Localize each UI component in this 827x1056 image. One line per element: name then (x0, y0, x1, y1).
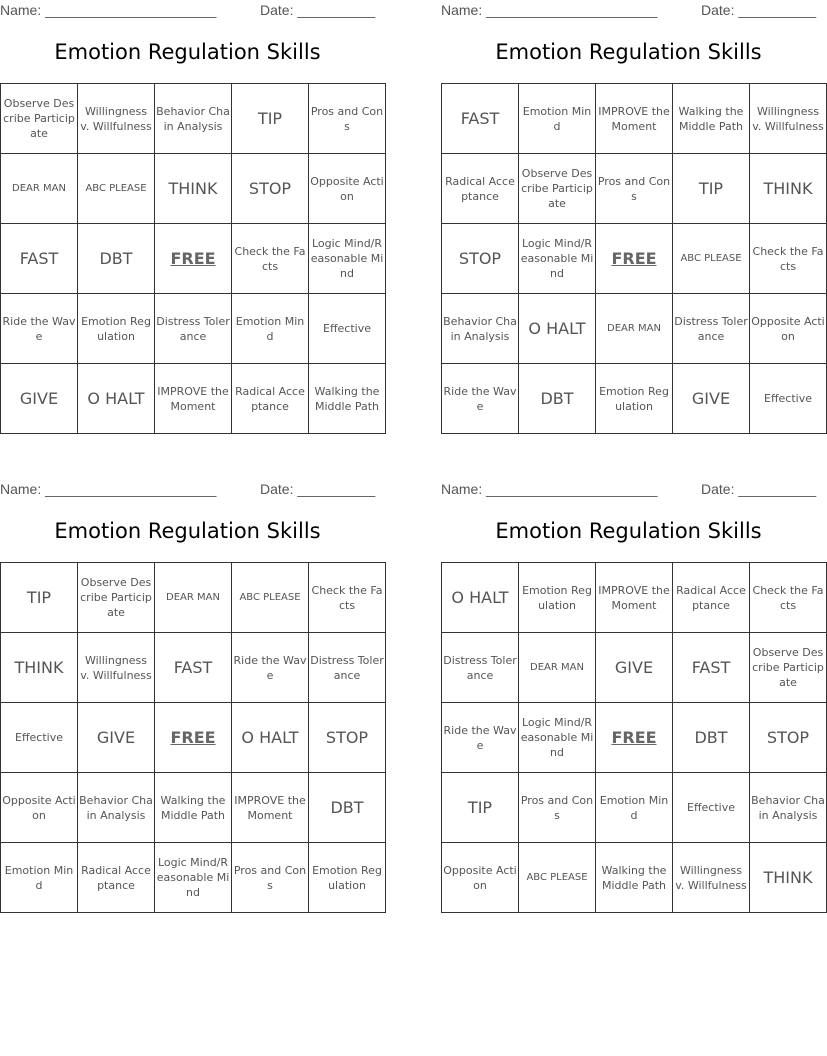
bingo-cell[interactable]: FAST (1, 224, 78, 294)
bingo-cell[interactable]: Effective (1, 703, 78, 773)
bingo-cell[interactable]: THINK (1, 633, 78, 703)
bingo-cell[interactable]: Radical Acceptance (78, 843, 155, 913)
date-field-label: Date: __________ (260, 481, 376, 497)
bingo-cell[interactable]: DBT (519, 364, 596, 434)
bingo-cell[interactable]: Distress Tolerance (442, 633, 519, 703)
grid-row (1, 154, 386, 224)
bingo-cell[interactable]: Walking the Middle Path (673, 84, 750, 154)
bingo-cell[interactable]: Willingness v. Willfulness (750, 84, 827, 154)
bingo-cell[interactable]: Logic Mind/Reasonable Mind (519, 224, 596, 294)
bingo-cell[interactable]: Effective (673, 773, 750, 843)
bingo-cell[interactable]: Emotion Mind (232, 294, 309, 364)
bingo-cell[interactable]: Pros and Cons (309, 84, 386, 154)
bingo-cell[interactable]: Radical Acceptance (232, 364, 309, 434)
bingo-cell[interactable]: DBT (673, 703, 750, 773)
bingo-cell[interactable]: Opposite Action (309, 154, 386, 224)
bingo-cell[interactable]: O HALT (232, 703, 309, 773)
bingo-cell[interactable]: TIP (442, 773, 519, 843)
grid-row (1, 633, 386, 703)
card-title: Emotion Regulation Skills (495, 519, 762, 543)
free-space-cell[interactable]: FREE (155, 224, 232, 294)
bingo-cell[interactable]: FAST (673, 633, 750, 703)
bingo-cell[interactable]: GIVE (673, 364, 750, 434)
bingo-cell[interactable]: IMPROVE the Moment (155, 364, 232, 434)
bingo-cell[interactable]: Ride the Wave (442, 703, 519, 773)
grid-row (442, 773, 827, 843)
bingo-cell[interactable]: DBT (309, 773, 386, 843)
bingo-cell[interactable]: Distress Tolerance (309, 633, 386, 703)
bingo-grid (441, 562, 827, 913)
grid-row (442, 633, 827, 703)
name-date-row (441, 481, 817, 499)
grid-row (442, 84, 827, 154)
bingo-cell[interactable]: Check the Facts (750, 224, 827, 294)
bingo-cell[interactable]: THINK (750, 843, 827, 913)
bingo-cell[interactable]: Radical Acceptance (442, 154, 519, 224)
bingo-cell[interactable]: IMPROVE the Moment (596, 84, 673, 154)
bingo-cell[interactable]: Pros and Cons (232, 843, 309, 913)
bingo-cell[interactable]: Logic Mind/Reasonable Mind (155, 843, 232, 913)
bingo-cell[interactable]: Distress Tolerance (673, 294, 750, 364)
free-space-cell[interactable]: FREE (596, 703, 673, 773)
bingo-cell[interactable]: Opposite Action (750, 294, 827, 364)
bingo-cell[interactable]: Observe Describe Participate (78, 563, 155, 633)
bingo-cell[interactable]: Effective (309, 294, 386, 364)
grid-row (1, 703, 386, 773)
bingo-cell[interactable]: Ride the Wave (1, 294, 78, 364)
date-field-label: Date: __________ (701, 481, 817, 497)
bingo-cell[interactable]: TIP (232, 84, 309, 154)
card-title: Emotion Regulation Skills (54, 40, 321, 64)
bingo-cell[interactable]: Behavior Chain Analysis (750, 773, 827, 843)
bingo-cell[interactable]: DEAR MAN (155, 563, 232, 633)
bingo-cell[interactable]: Ride the Wave (442, 364, 519, 434)
bingo-cell[interactable]: ABC PLEASE (673, 224, 750, 294)
grid-row (442, 703, 827, 773)
bingo-cell[interactable]: Observe Describe Participate (1, 84, 78, 154)
bingo-cell[interactable]: IMPROVE the Moment (596, 563, 673, 633)
name-field-label: Name: ______________________ (0, 2, 217, 18)
bingo-cell[interactable]: Effective (750, 364, 827, 434)
date-field-label: Date: __________ (701, 2, 817, 18)
bingo-cell[interactable]: Emotion Regulation (78, 294, 155, 364)
bingo-cell[interactable]: DEAR MAN (519, 633, 596, 703)
bingo-cell[interactable]: Radical Acceptance (673, 563, 750, 633)
bingo-cell[interactable]: Emotion Regulation (309, 843, 386, 913)
bingo-grid (441, 83, 827, 434)
bingo-cell[interactable]: Willingness v. Willfulness (78, 633, 155, 703)
bingo-cell[interactable]: Pros and Cons (519, 773, 596, 843)
bingo-cell[interactable]: THINK (750, 154, 827, 224)
bingo-cell[interactable]: Opposite Action (1, 773, 78, 843)
bingo-cell[interactable]: DEAR MAN (596, 294, 673, 364)
bingo-cell[interactable]: GIVE (78, 703, 155, 773)
bingo-cell[interactable]: Pros and Cons (596, 154, 673, 224)
bingo-cell[interactable]: Behavior Chain Analysis (442, 294, 519, 364)
bingo-cell[interactable]: STOP (232, 154, 309, 224)
grid-row (442, 294, 827, 364)
bingo-cell[interactable]: TIP (1, 563, 78, 633)
bingo-cell[interactable]: Check the Facts (309, 563, 386, 633)
card-title: Emotion Regulation Skills (495, 40, 762, 64)
bingo-cell[interactable]: DEAR MAN (1, 154, 78, 224)
name-date-row (0, 481, 376, 499)
bingo-cell[interactable]: Willingness v. Willfulness (673, 843, 750, 913)
bingo-cell[interactable]: Observe Describe Participate (750, 633, 827, 703)
bingo-cell[interactable]: Walking the Middle Path (309, 364, 386, 434)
grid-row (1, 84, 386, 154)
bingo-cell[interactable]: STOP (442, 224, 519, 294)
name-date-row (441, 2, 817, 20)
grid-row (1, 843, 386, 913)
bingo-cell[interactable]: Distress Tolerance (155, 294, 232, 364)
bingo-cell[interactable]: THINK (155, 154, 232, 224)
grid-row (1, 364, 386, 434)
bingo-cell[interactable]: O HALT (442, 563, 519, 633)
bingo-cell[interactable]: Emotion Regulation (519, 563, 596, 633)
bingo-cell[interactable]: ABC PLEASE (519, 843, 596, 913)
bingo-cell[interactable]: Check the Facts (232, 224, 309, 294)
grid-row (1, 773, 386, 843)
bingo-cell[interactable]: Ride the Wave (232, 633, 309, 703)
grid-row (1, 563, 386, 633)
bingo-cell[interactable]: Walking the Middle Path (155, 773, 232, 843)
bingo-cell[interactable]: ABC PLEASE (232, 563, 309, 633)
bingo-cell[interactable]: Emotion Mind (1, 843, 78, 913)
bingo-cell[interactable]: Behavior Chain Analysis (155, 84, 232, 154)
bingo-card-3 (0, 479, 384, 911)
bingo-cell[interactable]: Logic Mind/Reasonable Mind (519, 703, 596, 773)
bingo-card-4 (441, 479, 825, 911)
bingo-cell[interactable]: Check the Facts (750, 563, 827, 633)
bingo-cell[interactable]: FAST (155, 633, 232, 703)
bingo-cell[interactable]: IMPROVE the Moment (232, 773, 309, 843)
grid-row (442, 154, 827, 224)
bingo-cell[interactable]: STOP (309, 703, 386, 773)
grid-row (1, 294, 386, 364)
name-field-label: Name: ______________________ (441, 481, 658, 497)
bingo-cell[interactable]: GIVE (596, 633, 673, 703)
grid-row (442, 364, 827, 434)
bingo-cell[interactable]: O HALT (78, 364, 155, 434)
bingo-cell[interactable]: Opposite Action (442, 843, 519, 913)
grid-row (1, 224, 386, 294)
bingo-cell[interactable]: STOP (750, 703, 827, 773)
bingo-cell[interactable]: O HALT (519, 294, 596, 364)
bingo-cell[interactable]: Walking the Middle Path (596, 843, 673, 913)
bingo-cell[interactable]: Willingness v. Willfulness (78, 84, 155, 154)
bingo-cell[interactable]: DBT (78, 224, 155, 294)
grid-row (442, 843, 827, 913)
bingo-cell[interactable]: Emotion Regulation (596, 364, 673, 434)
grid-row (442, 563, 827, 633)
name-date-row (0, 2, 376, 20)
bingo-grid (0, 83, 386, 434)
bingo-cell[interactable]: GIVE (1, 364, 78, 434)
free-space-cell[interactable]: FREE (155, 703, 232, 773)
bingo-cell[interactable]: FAST (442, 84, 519, 154)
date-field-label: Date: __________ (260, 2, 376, 18)
bingo-card-2 (441, 0, 825, 432)
bingo-cell[interactable]: Emotion Mind (596, 773, 673, 843)
bingo-cell[interactable]: Emotion Mind (519, 84, 596, 154)
bingo-card-1 (0, 0, 384, 432)
bingo-cell[interactable]: Logic Mind/Reasonable Mind (309, 224, 386, 294)
free-space-cell[interactable]: FREE (596, 224, 673, 294)
name-field-label: Name: ______________________ (441, 2, 658, 18)
bingo-cell[interactable]: TIP (673, 154, 750, 224)
bingo-cell[interactable]: Behavior Chain Analysis (78, 773, 155, 843)
bingo-cell[interactable]: Observe Describe Participate (519, 154, 596, 224)
card-title: Emotion Regulation Skills (54, 519, 321, 543)
name-field-label: Name: ______________________ (0, 481, 217, 497)
bingo-grid (0, 562, 386, 913)
bingo-cell[interactable]: ABC PLEASE (78, 154, 155, 224)
grid-row (442, 224, 827, 294)
